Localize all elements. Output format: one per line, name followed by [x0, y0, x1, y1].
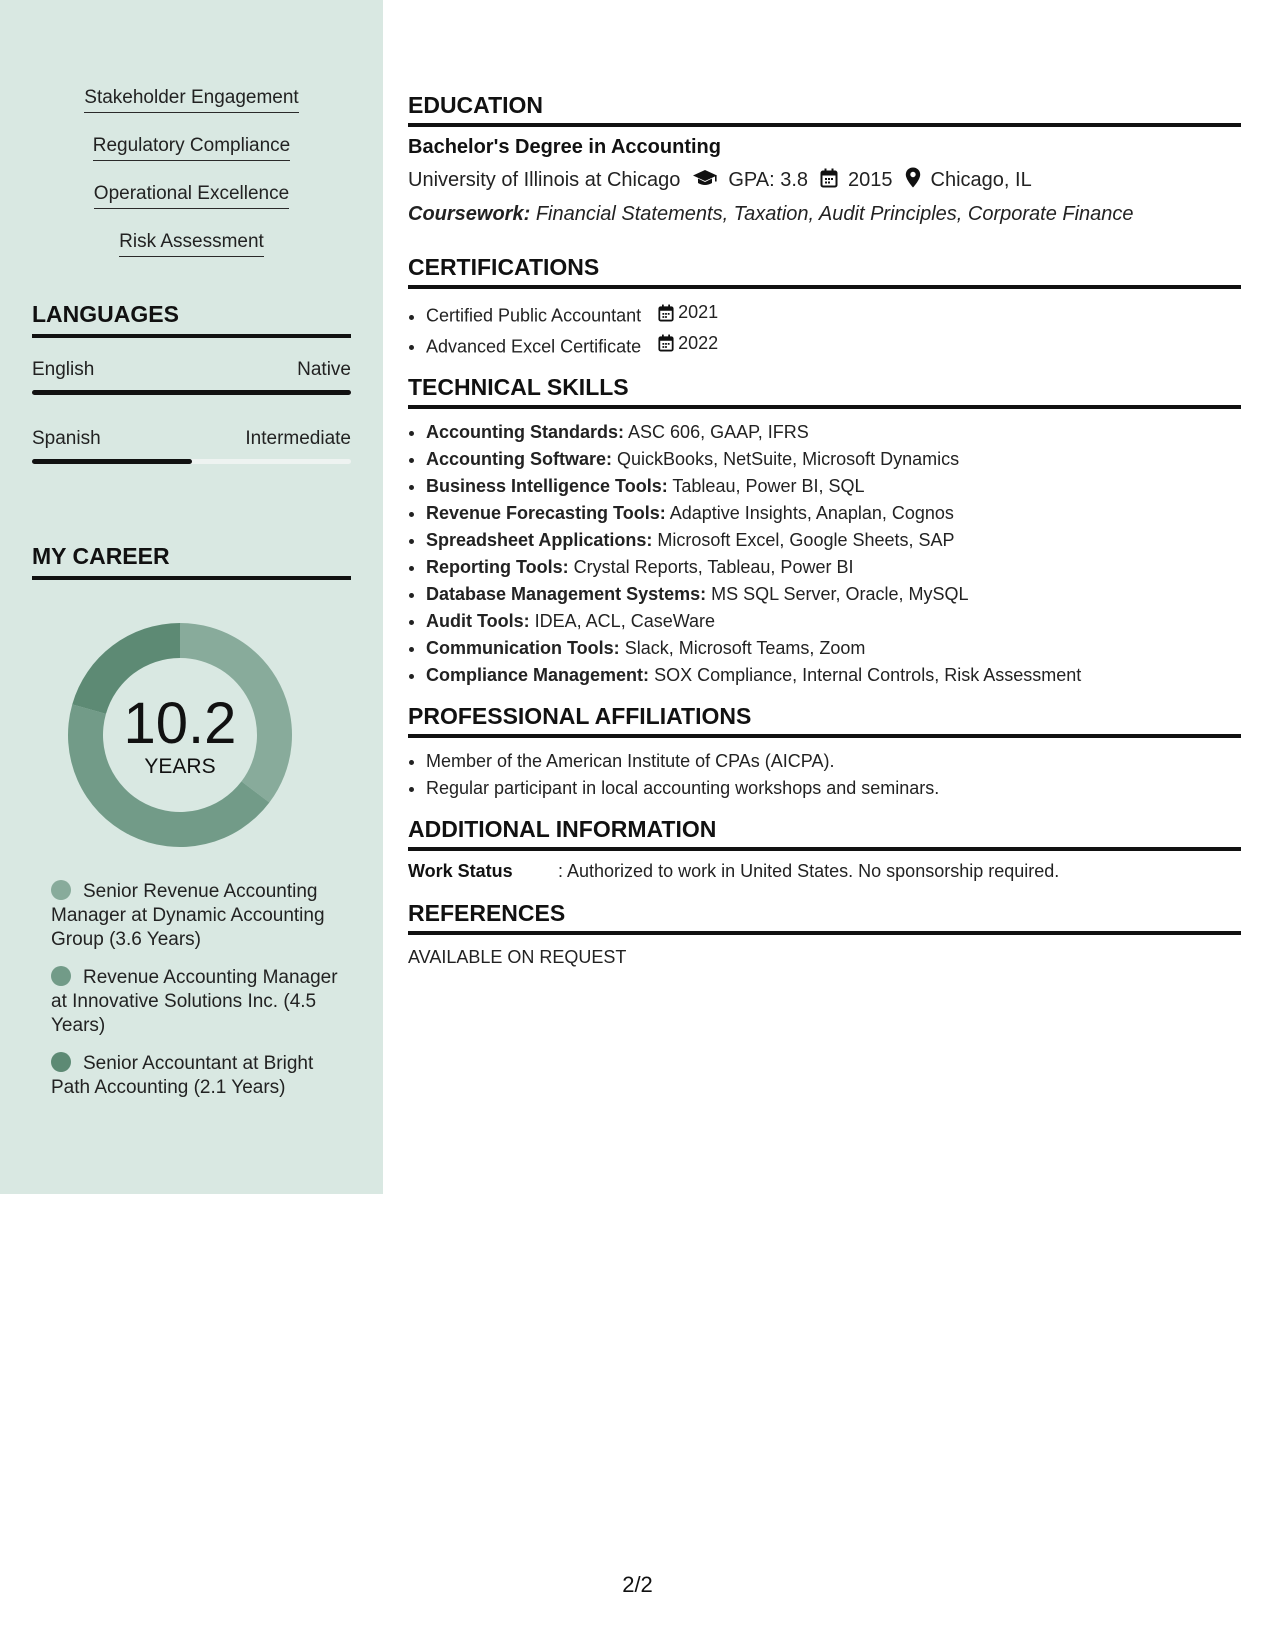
technical-skill-item	[426, 554, 1241, 581]
skill-label: Business Intelligence Tools:	[426, 476, 668, 496]
legend-dot-icon	[51, 966, 71, 986]
skill-value: Crystal Reports, Tableau, Power BI	[573, 557, 854, 577]
certification-date	[658, 299, 718, 326]
technical-skill-item	[426, 581, 1241, 608]
skill-tag: Risk Assessment	[119, 230, 264, 257]
career-legend-item	[51, 880, 341, 952]
skill-tag: Regulatory Compliance	[93, 134, 291, 161]
work-status-label: Work Status	[408, 861, 513, 881]
main-content	[408, 92, 1241, 968]
language-bar-fill	[32, 390, 351, 395]
technical-skill-item	[426, 419, 1241, 446]
education-location: Chicago, IL	[930, 169, 1032, 191]
skill-value: Adaptive Insights, Anaplan, Cognos	[669, 503, 954, 523]
career-legend-text: Revenue Accounting Manager at Innovative Solutions Inc. (4.5 Years)	[51, 967, 338, 1036]
affiliations-title: PROFESSIONAL AFFILIATIONS	[408, 703, 1241, 738]
technical-skill-item	[426, 500, 1241, 527]
donut-center	[63, 618, 297, 852]
skill-label: Compliance Management:	[426, 665, 650, 685]
skill-tag: Stakeholder Engagement	[84, 86, 298, 113]
career-legend-text: Senior Accountant at Bright Path Accounting (2.1 Years)	[51, 1053, 314, 1098]
career-title: MY CAREER	[32, 543, 351, 580]
language-bar-fill	[32, 459, 192, 464]
graduation-cap-icon	[692, 168, 718, 194]
technical-skill-item	[426, 635, 1241, 662]
skill-value: ASC 606, GAAP, IFRS	[628, 422, 809, 442]
language-row-english	[32, 359, 351, 381]
skill-label: Spreadsheet Applications:	[426, 530, 653, 550]
career-total-years: 10.2	[123, 691, 237, 756]
language-bar-spanish	[32, 459, 351, 464]
skills-list	[0, 86, 383, 278]
career-legend-item	[51, 1052, 341, 1100]
certification-name: Certified Public Accountant	[426, 305, 642, 326]
map-pin-icon	[905, 167, 921, 194]
coursework-label: Coursework:	[408, 203, 531, 225]
page-number: 2/2	[622, 1572, 653, 1597]
certification-year: 2021	[678, 302, 719, 322]
language-name: English	[32, 359, 95, 380]
work-status-value: : Authorized to work in United States. No sponsorship required.	[558, 861, 1060, 881]
certification-item	[426, 299, 1241, 330]
calendar-icon	[658, 304, 674, 322]
education-coursework	[408, 203, 1241, 226]
career-legend-text: Senior Revenue Accounting Manager at Dynamic Accounting Group (3.6 Years)	[51, 881, 325, 950]
language-bar-english	[32, 390, 351, 395]
certification-item	[426, 330, 1241, 361]
skill-value: MS SQL Server, Oracle, MySQL	[711, 584, 969, 604]
education-gpa: GPA: 3.8	[728, 169, 809, 191]
affiliations-section	[408, 703, 1241, 802]
skill-value: SOX Compliance, Internal Controls, Risk Assessment	[654, 665, 1082, 685]
education-school: University of Illinois at Chicago	[408, 169, 681, 191]
technical-skill-item	[426, 446, 1241, 473]
additional-info-section	[408, 816, 1241, 882]
career-total-unit: YEARS	[144, 755, 216, 778]
certification-year: 2022	[678, 332, 719, 353]
references-text: AVAILABLE ON REQUEST	[408, 947, 627, 967]
languages-title: LANGUAGES	[32, 301, 351, 338]
career-legend-item	[51, 966, 341, 1038]
skill-tag: Operational Excellence	[94, 182, 289, 209]
technical-skill-item	[426, 662, 1241, 689]
technical-skills-list	[408, 419, 1241, 689]
legend-dot-icon	[51, 880, 71, 900]
skill-label: Accounting Standards:	[426, 422, 625, 442]
career-legend	[51, 880, 341, 1114]
language-level: Native	[297, 359, 351, 380]
skill-label: Reporting Tools:	[426, 557, 569, 577]
certification-date	[658, 330, 718, 357]
affiliation-item: • Regular participant in local accounting workshops and seminars.	[426, 775, 1241, 802]
skill-label: Database Management Systems:	[426, 584, 707, 604]
certification-name: Advanced Excel Certificate	[426, 336, 642, 356]
sidebar	[0, 0, 383, 1194]
certifications-section	[408, 254, 1241, 360]
education-section	[408, 92, 1241, 226]
technical-skill-item	[426, 608, 1241, 635]
technical-skill-item	[426, 527, 1241, 554]
skill-label: Accounting Software:	[426, 449, 613, 469]
skill-label: Audit Tools:	[426, 611, 530, 631]
references-title: REFERENCES	[408, 900, 1241, 935]
coursework-value: Financial Statements, Taxation, Audit Principles, Corporate Finance	[535, 203, 1134, 225]
affiliations-list	[408, 748, 1241, 802]
language-name: Spanish	[32, 428, 101, 449]
affiliation-item: • Member of the American Institute of CPAs (AICPA).	[426, 748, 1241, 775]
skill-label: Communication Tools:	[426, 638, 620, 658]
certifications-title: CERTIFICATIONS	[408, 254, 1241, 289]
education-degree: Bachelor's Degree in Accounting	[408, 136, 721, 158]
calendar-icon	[658, 334, 674, 352]
education-title: EDUCATION	[408, 92, 1241, 127]
skill-value: IDEA, ACL, CaseWare	[534, 611, 716, 631]
legend-dot-icon	[51, 1052, 71, 1072]
career-donut-chart	[63, 618, 297, 852]
skill-value: Microsoft Excel, Google Sheets, SAP	[657, 530, 955, 550]
calendar-icon	[820, 168, 838, 194]
technical-skill-item	[426, 473, 1241, 500]
skill-value: Tableau, Power BI, SQL	[672, 476, 865, 496]
skill-value: Slack, Microsoft Teams, Zoom	[624, 638, 866, 658]
certifications-list	[408, 299, 1241, 360]
education-details	[408, 167, 1241, 194]
technical-skills-section	[408, 374, 1241, 689]
additional-info-title: ADDITIONAL INFORMATION	[408, 816, 1241, 851]
technical-skills-title: TECHNICAL SKILLS	[408, 374, 1241, 409]
language-row-spanish	[32, 428, 351, 450]
work-status-row	[408, 861, 1241, 882]
language-level: Intermediate	[245, 428, 351, 449]
skill-label: Revenue Forecasting Tools:	[426, 503, 666, 523]
references-section	[408, 900, 1241, 968]
skill-value: QuickBooks, NetSuite, Microsoft Dynamics	[617, 449, 960, 469]
education-year: 2015	[848, 169, 893, 191]
